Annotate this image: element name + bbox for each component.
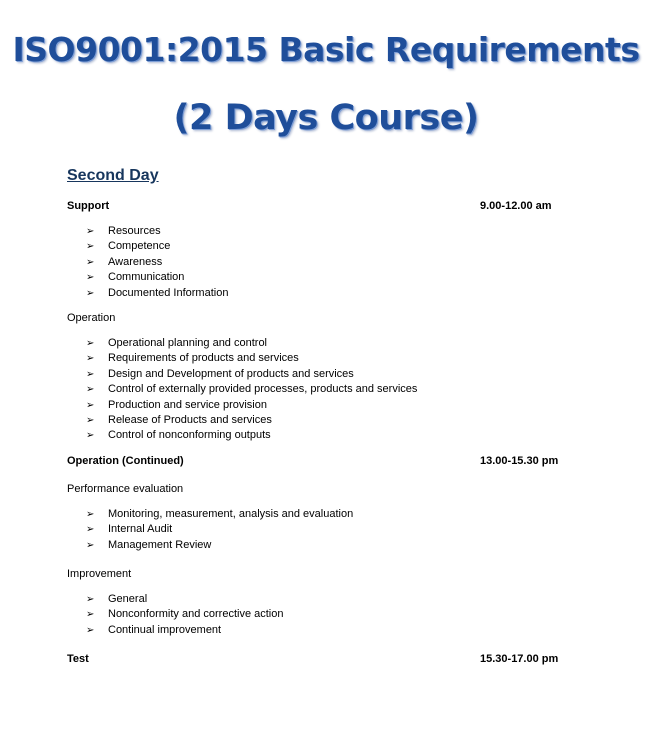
list-item: ➢ Competence bbox=[86, 239, 228, 254]
section-operation-continued-label: Operation (Continued) bbox=[67, 455, 184, 467]
page-subtitle: (2 Days Course) bbox=[173, 98, 479, 138]
section-support-time: 9.00-12.00 am bbox=[480, 200, 552, 212]
section-performance-label: Performance evaluation bbox=[67, 483, 184, 495]
arrow-bullet-icon: ➢ bbox=[86, 338, 95, 349]
arrow-bullet-icon: ➢ bbox=[86, 609, 95, 621]
list-item: ➢ Release of Products and services bbox=[86, 413, 417, 428]
list-item: ➢ Control of externally provided processes, products and services bbox=[86, 382, 417, 397]
arrow-bullet-icon: ➢ bbox=[86, 272, 95, 284]
list-item: ➢ Nonconformity and corrective action bbox=[86, 607, 283, 622]
page-title: ISO9001:2015 Basic Requirements bbox=[12, 30, 640, 69]
arrow-bullet-icon: ➢ bbox=[86, 241, 95, 253]
arrow-bullet-icon: ➢ bbox=[86, 256, 95, 268]
support-list bbox=[86, 224, 228, 301]
section-operation-continued-time: 13.00-15.30 pm bbox=[480, 455, 559, 467]
day-heading: Second Day bbox=[67, 167, 159, 184]
arrow-bullet-icon: ➢ bbox=[86, 353, 95, 365]
arrow-bullet-icon: ➢ bbox=[86, 414, 95, 426]
list-item: ➢ Internal Audit bbox=[86, 522, 353, 537]
list-item: ➢ Production and service provision bbox=[86, 398, 417, 413]
list-item: ➢ Requirements of products and services bbox=[86, 351, 417, 366]
list-item: ➢ Management Review bbox=[86, 538, 353, 553]
arrow-bullet-icon: ➢ bbox=[86, 226, 95, 237]
list-item: ➢ Continual improvement bbox=[86, 623, 283, 638]
section-support-label: Support bbox=[67, 200, 110, 212]
arrow-bullet-icon: ➢ bbox=[86, 287, 95, 299]
section-operation-label: Operation bbox=[67, 312, 116, 324]
section-test-label: Test bbox=[67, 653, 89, 665]
arrow-bullet-icon: ➢ bbox=[86, 368, 95, 380]
arrow-bullet-icon: ➢ bbox=[86, 399, 95, 411]
arrow-bullet-icon: ➢ bbox=[86, 384, 95, 396]
list-item: ➢ Operational planning and control bbox=[86, 336, 417, 351]
list-item: ➢ Communication bbox=[86, 270, 228, 285]
operation-list bbox=[86, 336, 417, 444]
list-item: ➢ Resources bbox=[86, 224, 228, 239]
section-test-time: 15.30-17.00 pm bbox=[480, 653, 559, 665]
list-item: ➢ General bbox=[86, 592, 283, 607]
list-item: ➢ Awareness bbox=[86, 255, 228, 270]
arrow-bullet-icon: ➢ bbox=[86, 509, 95, 520]
arrow-bullet-icon: ➢ bbox=[86, 624, 95, 636]
arrow-bullet-icon: ➢ bbox=[86, 539, 95, 551]
arrow-bullet-icon: ➢ bbox=[86, 594, 95, 605]
list-item: ➢ Documented Information bbox=[86, 286, 228, 301]
performance-list bbox=[86, 507, 353, 553]
list-item: ➢ Control of nonconforming outputs bbox=[86, 428, 417, 443]
list-item: ➢ Monitoring, measurement, analysis and evaluation bbox=[86, 507, 353, 522]
arrow-bullet-icon: ➢ bbox=[86, 430, 95, 442]
improvement-list bbox=[86, 592, 283, 638]
section-improvement-label: Improvement bbox=[67, 568, 132, 580]
arrow-bullet-icon: ➢ bbox=[86, 524, 95, 536]
list-item: ➢ Design and Development of products and services bbox=[86, 367, 417, 382]
